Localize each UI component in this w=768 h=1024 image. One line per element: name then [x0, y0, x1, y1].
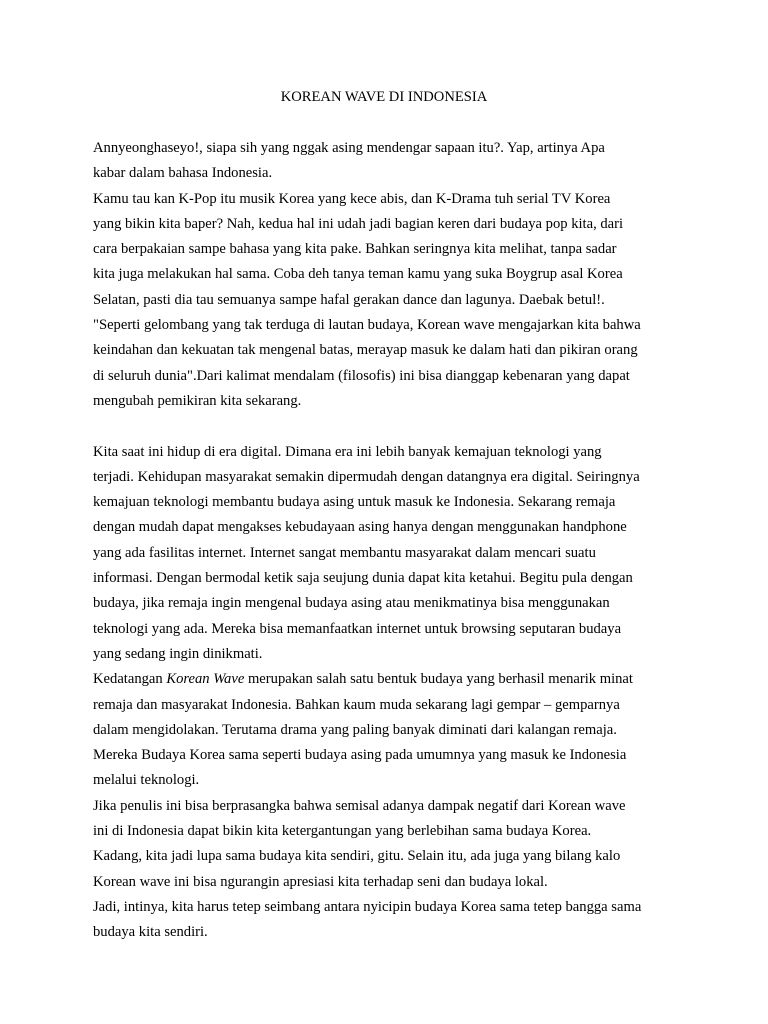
text-line: teknologi yang ada. Mereka bisa memanfaatkan internet untuk browsing seputaran budaya [93, 620, 622, 637]
text-line: mengubah pemikiran kita sekarang. [93, 392, 302, 409]
text-line: yang bikin kita baper? Nah, kedua hal ini udah jadi bagian keren dari budaya pop kita, dari [93, 215, 624, 232]
text-line: Kamu tau kan K-Pop itu musik Korea yang kece abis, dan K-Drama tuh serial TV Korea [93, 190, 611, 207]
text-line: Jika penulis ini bisa berprasangka bahwa semisal adanya dampak negatif dari Korean wave [93, 797, 626, 814]
text-line: dalam mengidolakan. Terutama drama yang paling banyak diminati dari kalangan remaja. [93, 721, 617, 738]
text-line: Selatan, pasti dia tau semuanya sampe hafal gerakan dance dan lagunya. Daebak betul!. [93, 291, 605, 308]
text-line: remaja dan masyarakat Indonesia. Bahkan kaum muda sekarang lagi gempar – gemparnya [93, 696, 620, 713]
text-line: budaya kita sendiri. [93, 924, 208, 941]
text-prefix: Kedatangan [93, 671, 167, 688]
text-line: kita juga melakukan hal sama. Coba deh tanya teman kamu yang suka Boygrup asal Korea [93, 266, 623, 283]
text-line: kabar dalam bahasa Indonesia. [93, 165, 273, 182]
text-line: melalui teknologi. [93, 772, 200, 789]
text-line: budaya, jika remaja ingin mengenal budaya asing atau menikmatinya bisa menggunakan [93, 595, 610, 612]
text-line: cara berpakaian sampe bahasa yang kita pake. Bahkan seringnya kita melihat, tanpa sadar [93, 241, 617, 258]
text-line: Kadang, kita jadi lupa sama budaya kita sendiri, gitu. Selain itu, ada juga yang bilang kalo [93, 848, 621, 865]
korean-wave-emphasis: Korean Wave [166, 671, 245, 688]
text-line: "Seperti gelombang yang tak terduga di lautan budaya, Korean wave mengajarkan kita bahwa [93, 317, 641, 334]
text-line: informasi. Dengan bermodal ketik saja seujung dunia dapat kita ketahui. Begitu pula dengan [93, 570, 633, 587]
text-line: Annyeonghaseyo!, siapa sih yang nggak asing mendengar sapaan itu?. Yap, artinya Apa [93, 140, 605, 156]
document-body [93, 136, 683, 946]
text-line: keindahan dan kekuatan tak mengenal batas, merayap masuk ke dalam hati dan pikiran orang [93, 342, 638, 359]
text-suffix: merupakan salah satu bentuk budaya yang berhasil menarik minat [244, 671, 633, 688]
document-title: KOREAN WAVE DI INDONESIA [280, 89, 488, 105]
text-line: Korean wave ini bisa ngurangin apresiasi kita terhadap seni dan budaya lokal. [93, 873, 548, 890]
paragraph-gap [93, 414, 683, 439]
text-line: terjadi. Kehidupan masyarakat semakin dipermudah dengan datangnya era digital. Seiringnya [93, 468, 640, 485]
text-line: yang sedang ingin dinikmati. [93, 645, 263, 662]
text-line: di seluruh dunia".Dari kalimat mendalam (filosofis) ini bisa dianggap kebenaran yang dapat [93, 367, 630, 384]
text-line: Mereka Budaya Korea sama seperti budaya asing pada umumnya yang masuk ke Indonesia [93, 747, 627, 764]
text-line: yang ada fasilitas internet. Internet sangat membantu masyarakat dalam mencari suatu [93, 544, 596, 561]
text-line-korean-wave [93, 667, 683, 692]
text-line: Jadi, intinya, kita harus tetep seimbang antara nyicipin budaya Korea sama tetep bangga sama [93, 898, 642, 915]
text-line: dengan mudah dapat mengakses kebudayaan asing hanya dengan menggunakan handphone [93, 519, 627, 536]
text-line: ini di Indonesia dapat bikin kita ketergantungan yang berlebihan sama budaya Korea. [93, 823, 592, 840]
text-line: kemajuan teknologi membantu budaya asing untuk masuk ke Indonesia. Sekarang remaja [93, 494, 616, 511]
text-line: Kita saat ini hidup di era digital. Dimana era ini lebih banyak kemajuan teknologi yang [93, 443, 602, 460]
